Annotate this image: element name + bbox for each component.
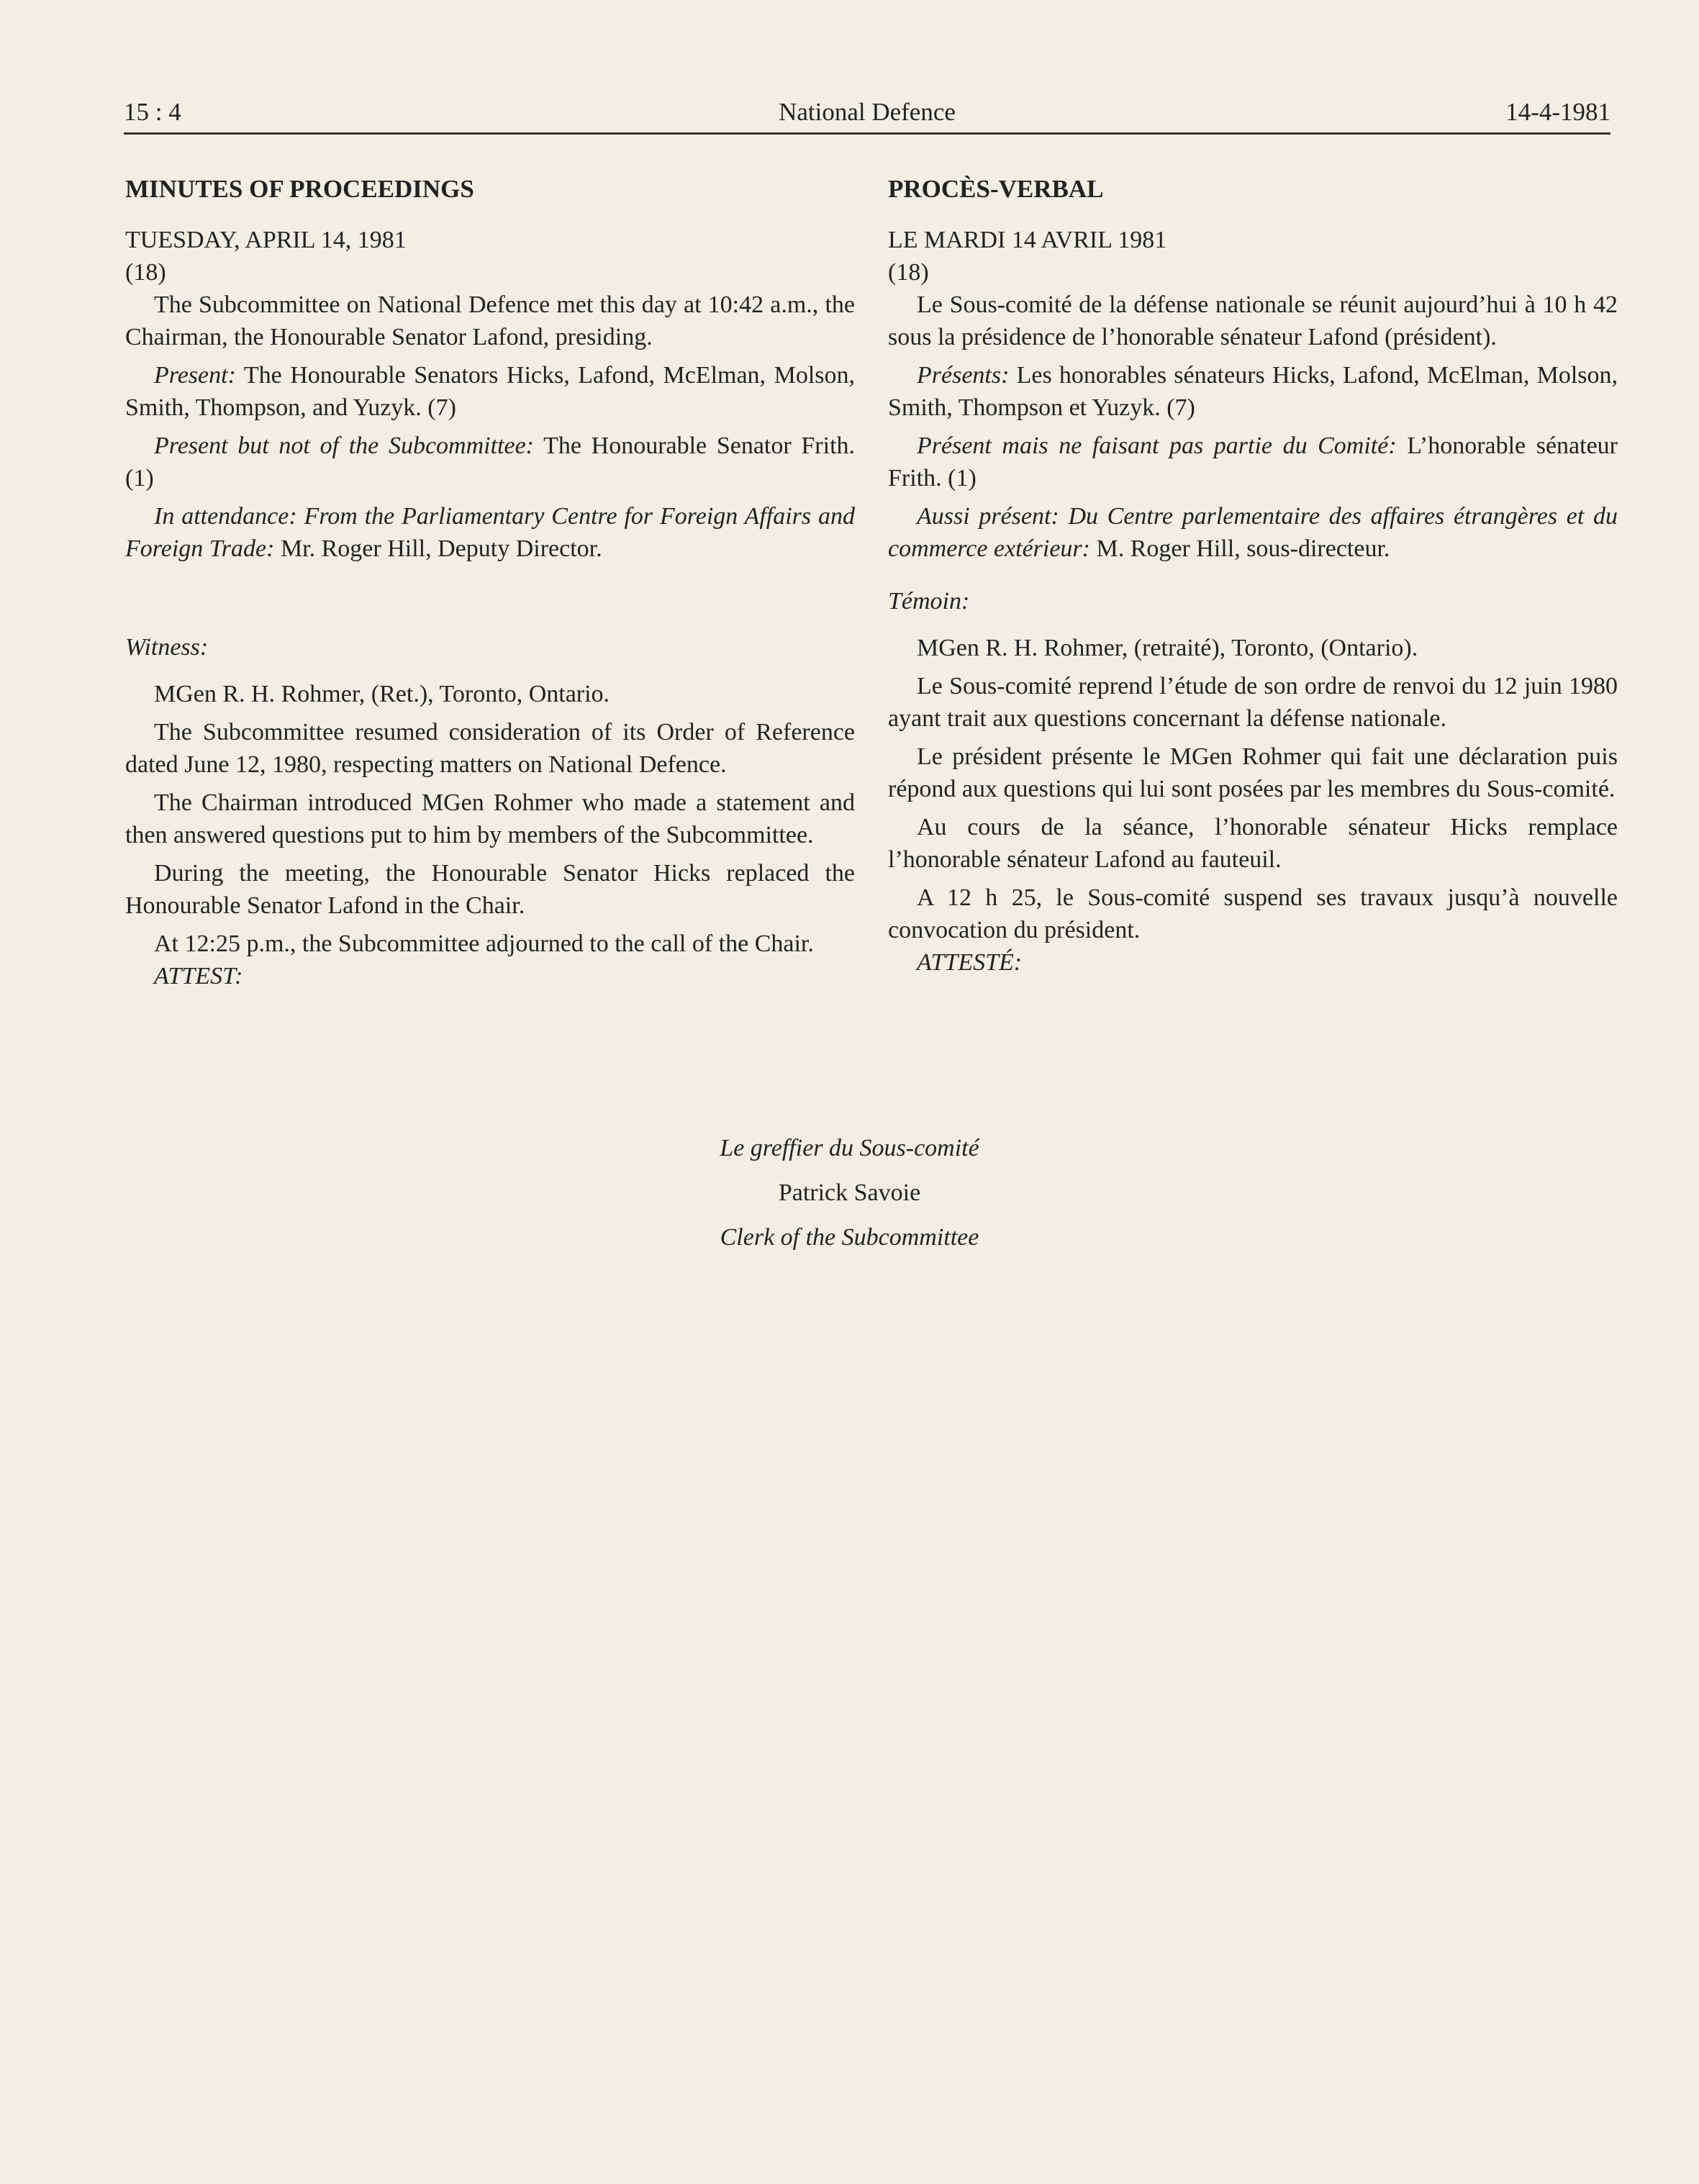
english-meeting-paragraph: The Subcommittee on National Defence met this day at 10:42 a.m., the Chairman, the Honourable Senator Lafond, presiding.: [125, 291, 855, 350]
french-during-paragraph: Au cours de la séance, l’honorable sénateur Hicks remplace l’honorable sénateur Lafond au fauteuil.: [888, 814, 1618, 873]
page-number: 15 : 4: [124, 98, 181, 126]
french-present: [888, 359, 1618, 424]
clerk-title-french: Le greffier du Sous-comité: [720, 1135, 979, 1161]
english-resumed-paragraph: The Subcommittee resumed consideration of its Order of Reference dated June 12, 1980, respecting matters on National Defence.: [125, 719, 855, 778]
french-present-not: [888, 430, 1618, 494]
french-sitting-number: (18): [888, 259, 929, 286]
english-witness-text: MGen R. H. Rohmer, (Ret.), Toronto, Ontario.: [154, 681, 610, 707]
french-resumed-paragraph: Le Sous-comité reprend l’étude de son ordre de renvoi du 12 juin 1980 ayant trait aux questions concernant la défense nationale.: [888, 673, 1618, 732]
clerk-title-english: Clerk of the Subcommittee: [720, 1224, 979, 1251]
french-witness-label: Témoin:: [888, 588, 970, 615]
english-date: TUESDAY, APRIL 14, 1981: [125, 227, 407, 253]
clerk-name: Patrick Savoie: [778, 1179, 921, 1206]
french-attendance-text: M. Roger Hill, sous-directeur.: [1089, 535, 1390, 562]
english-introduced-paragraph: The Chairman introduced MGen Rohmer who made a statement and then answered questions put to him by members of the Subcommittee.: [125, 789, 855, 848]
french-date: LE MARDI 14 AVRIL 1981: [888, 227, 1167, 253]
french-meeting-paragraph: Le Sous-comité de la défense nationale se réunit aujourd’hui à 10 h 42 sous la présidence de l’honorable sénateur Lafond (président).: [888, 291, 1618, 350]
french-present-not-label: Présent mais ne faisant pas partie du Comité:: [917, 432, 1397, 459]
english-present-not-label: Present but not of the Subcommittee:: [154, 432, 534, 459]
english-present-not-text: The Honourable Senator Frith. (1): [125, 432, 856, 491]
french-introduced-paragraph: Le président présente le MGen Rohmer qui fait une déclaration puis répond aux questions qui lui sont posées par les membres du Sous-comité.: [888, 743, 1618, 802]
french-adjourned-paragraph: A 12 h 25, le Sous-comité suspend ses travaux jusqu’à nouvelle convocation du président.: [888, 884, 1618, 943]
french-column: [888, 173, 1618, 979]
header-date: 14-4-1981: [1505, 98, 1610, 126]
english-attendance-label: In attendance: From the Parliamentary Centre for Foreign Affairs and Foreign Trade:: [125, 503, 855, 562]
french-heading: PROCÈS-VERBAL: [888, 175, 1104, 203]
signoff-block: [0, 1126, 1699, 1260]
french-present-not-text: L’honorable sénateur Frith. (1): [888, 432, 1618, 491]
english-heading: MINUTES OF PROCEEDINGS: [125, 175, 474, 203]
english-attest: ATTEST:: [154, 963, 243, 989]
english-sitting-number: (18): [125, 259, 166, 286]
french-witness-text: MGen R. H. Rohmer, (retraité), Toronto, (Ontario).: [917, 635, 1418, 661]
french-present-text: Les honorables sénateurs Hicks, Lafond, McElman, Molson, Smith, Thompson et Yuzyk. (7): [888, 362, 1618, 421]
english-attendance: [125, 500, 855, 565]
french-attendance: [888, 500, 1618, 565]
english-witness-label: Witness:: [125, 634, 209, 661]
english-during-paragraph: During the meeting, the Honourable Senator Hicks replaced the Honourable Senator Lafond in the Chair.: [125, 860, 855, 919]
running-title: National Defence: [779, 98, 956, 126]
french-present-label: Présents:: [917, 362, 1010, 389]
english-present-text: The Honourable Senators Hicks, Lafond, McElman, Molson, Smith, Thompson, and Yuzyk. (7): [125, 362, 855, 421]
page-header: [124, 92, 1610, 135]
english-attendance-text: Mr. Roger Hill, Deputy Director.: [274, 535, 602, 562]
english-present: [125, 359, 855, 424]
english-present-not: [125, 430, 855, 494]
french-attendance-label: Aussi présent: Du Centre parlementaire des affaires étrangères et du commerce extérieur:: [888, 503, 1618, 562]
english-adjourned-paragraph: At 12:25 p.m., the Subcommittee adjourned to the call of the Chair.: [154, 930, 814, 957]
french-attest: ATTESTÉ:: [917, 949, 1023, 976]
english-present-label: Present:: [154, 362, 236, 389]
english-column: [125, 173, 855, 992]
